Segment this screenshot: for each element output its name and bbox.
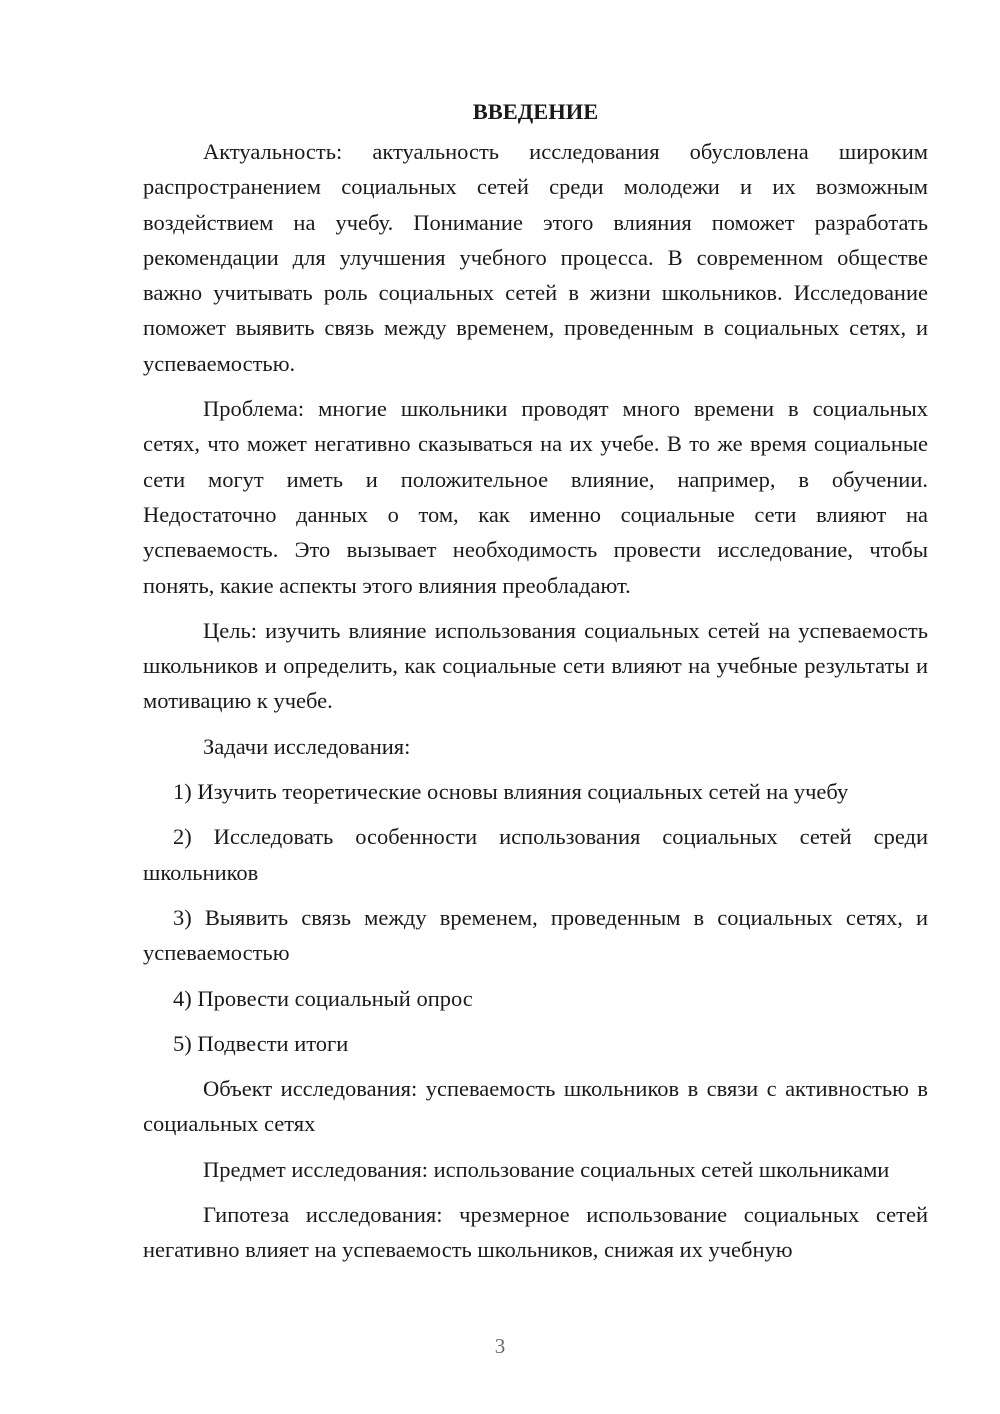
task-item-3: 3) Выявить связь между временем, проведенным в социальных сетях, и успеваемостью xyxy=(143,904,928,966)
object-paragraph: Объект исследования: успеваемость школьников в связи с активностью в социальных сетях xyxy=(143,1076,928,1137)
task-item-2: 2) Исследовать особенности использования социальных сетей среди школьников xyxy=(143,824,928,885)
page-number: 3 xyxy=(494,1334,506,1358)
task-item-4: 4) Провести социальный опрос xyxy=(173,985,473,1011)
page-title: ВВЕДЕНИЕ xyxy=(472,99,599,124)
tasks-heading: Задачи исследования: xyxy=(203,733,411,759)
subject-paragraph: Предмет исследования: использование социальных сетей школьниками xyxy=(203,1156,890,1182)
goal-paragraph: Цель: изучить влияние использования социальных сетей на успеваемость школьников и определить, как социальные сети влияют на учебные результаты и мотивацию к учебе. xyxy=(143,617,928,714)
task-item-5: 5) Подвести итоги xyxy=(173,1030,349,1056)
document-page xyxy=(143,96,928,1278)
task-item-1: 1) Изучить теоретические основы влияния социальных сетей на учебу xyxy=(173,779,849,805)
hypothesis-paragraph: Гипотеза исследования: чрезмерное использование социальных сетей негативно влияет на успеваемость школьников, снижая их учебную xyxy=(143,1202,928,1263)
problem-paragraph: Проблема: многие школьники проводят много времени в социальных сетях, что может негативно сказываться на их учебе. В то же время социальные сети могут иметь и положительное влияние, например, в обучении. Недостаточно данных о том, как именно социальные сети влияют на успеваемость. Это вызывает необходимость провести исследование, чтобы понять, какие аспекты этого влияния преобладают. xyxy=(143,396,928,598)
relevance-paragraph: Актуальность: актуальность исследования обусловлена широким распространением социальных сетей среди молодежи и их возможным воздействием на учебу. Понимание этого влияния поможет разработать рекомендации для улучшения учебного процесса. В современном обществе важно учитывать роль социальных сетей в жизни школьников. Исследование поможет выявить связь между временем, проведенным в социальных сетях, и успеваемостью. xyxy=(143,139,928,376)
